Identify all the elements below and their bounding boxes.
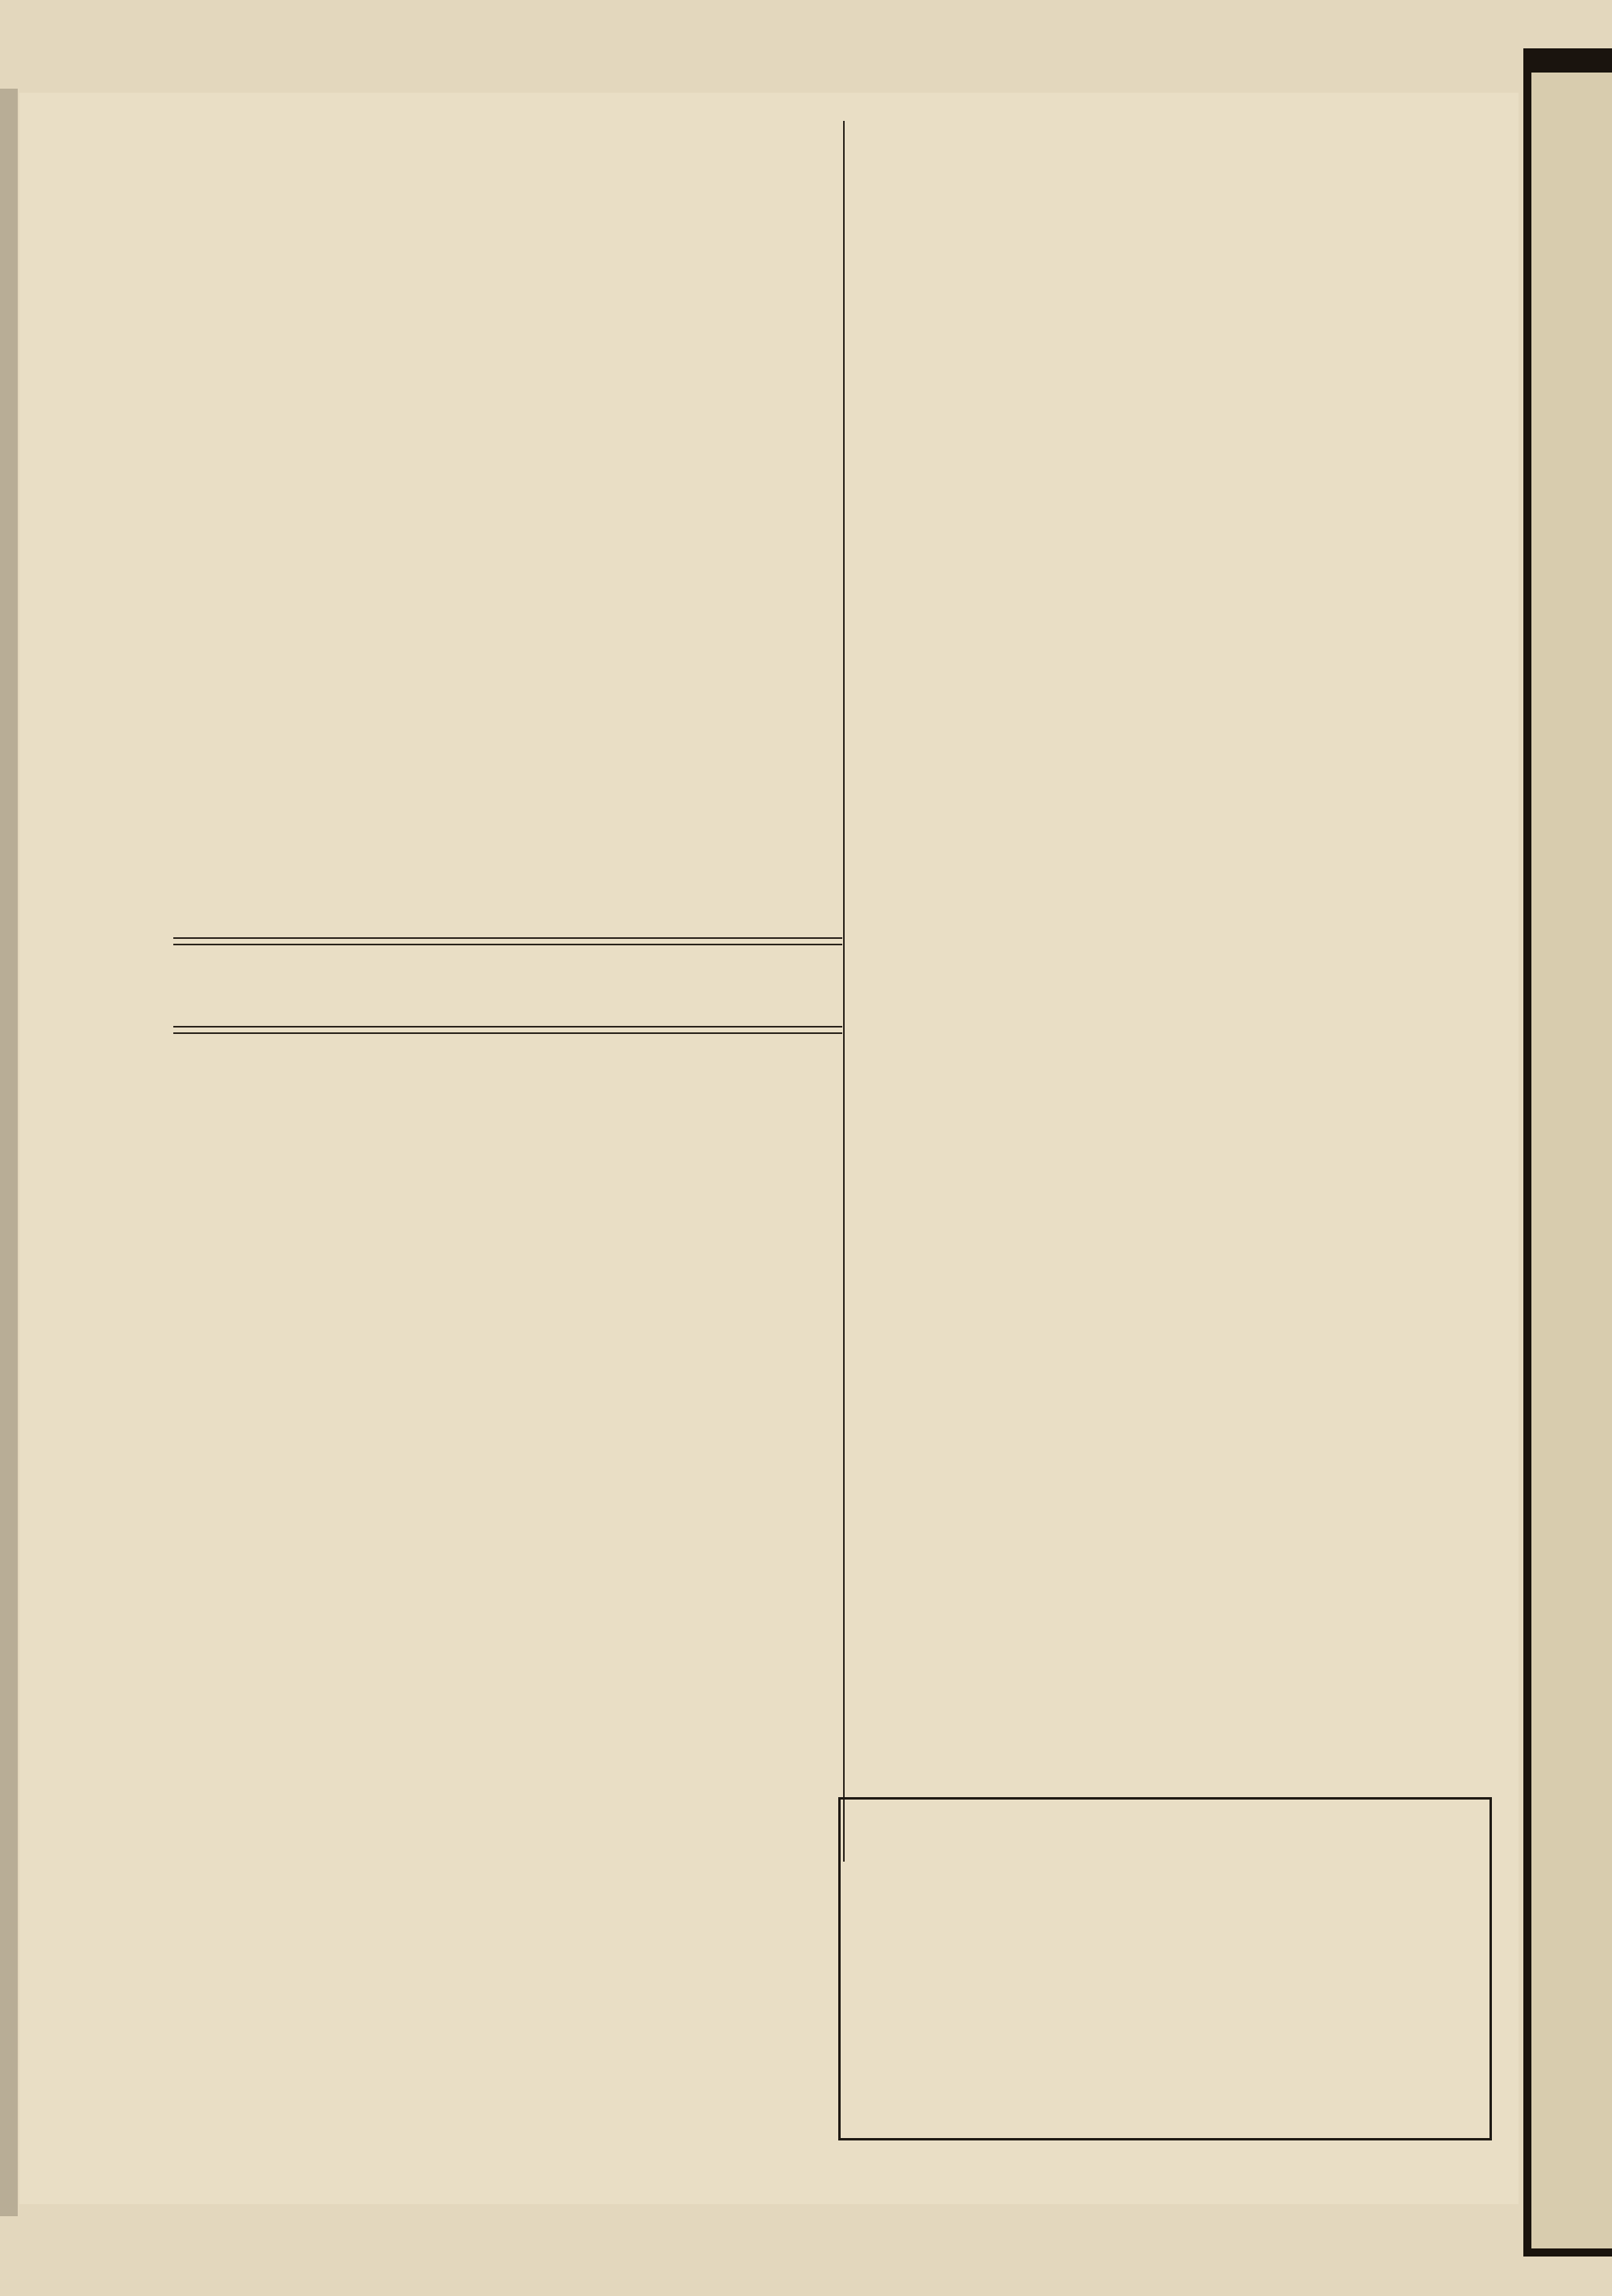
church-notice-box bbox=[838, 1797, 1492, 2140]
rule bbox=[173, 1026, 842, 1028]
right-column bbox=[850, 117, 1495, 1713]
rule bbox=[173, 937, 842, 939]
adjacent-page-strip bbox=[1531, 73, 1612, 2248]
column-divider bbox=[843, 121, 845, 1862]
left-column bbox=[173, 117, 842, 2103]
rule bbox=[173, 944, 842, 945]
rule bbox=[173, 1032, 842, 1034]
left-page-edge bbox=[0, 89, 18, 2216]
